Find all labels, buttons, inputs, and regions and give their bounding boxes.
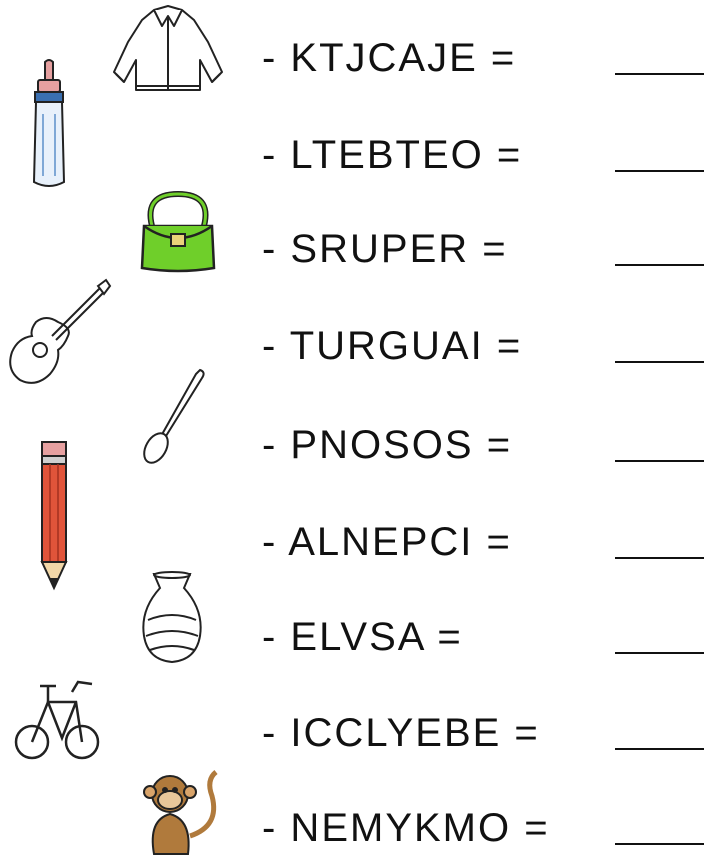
scrambled-word-monkey: - NEMYKMO = [262, 806, 550, 850]
scrambled-word-pencil: - ALNEPCI = [262, 520, 512, 564]
answer-blank-4[interactable] [615, 361, 704, 363]
scrambled-word-jacket: - KTJCAJE = [262, 36, 517, 80]
scrambled-word-bottle: - LTEBTEO = [262, 133, 523, 177]
scrambled-word-spoon: - PNOSOS = [262, 423, 513, 467]
scrambled-word-guitar: - TURGUAI = [262, 324, 523, 368]
jacket-icon [108, 2, 228, 98]
purse-icon [138, 190, 218, 274]
guitar-icon [6, 278, 112, 388]
monkey-icon [130, 766, 222, 856]
answer-blank-1[interactable] [615, 73, 704, 75]
scrambled-word-bicycle: - ICCLYEBE = [262, 711, 540, 755]
scrambled-word-vase: - ELVSA = [262, 615, 463, 659]
answer-blank-8[interactable] [615, 748, 704, 750]
answer-blank-3[interactable] [615, 264, 704, 266]
answer-blank-6[interactable] [615, 557, 704, 559]
bicycle-icon [12, 672, 104, 770]
answer-blank-7[interactable] [615, 652, 704, 654]
vase-icon [134, 570, 210, 666]
answer-blank-9[interactable] [615, 843, 704, 845]
answer-blank-2[interactable] [615, 170, 704, 172]
scrambled-word-purse: - SRUPER = [262, 227, 508, 271]
baby-bottle-icon [28, 58, 70, 190]
spoon-icon [140, 366, 210, 466]
answer-blank-5[interactable] [615, 460, 704, 462]
pencil-icon [34, 438, 74, 592]
